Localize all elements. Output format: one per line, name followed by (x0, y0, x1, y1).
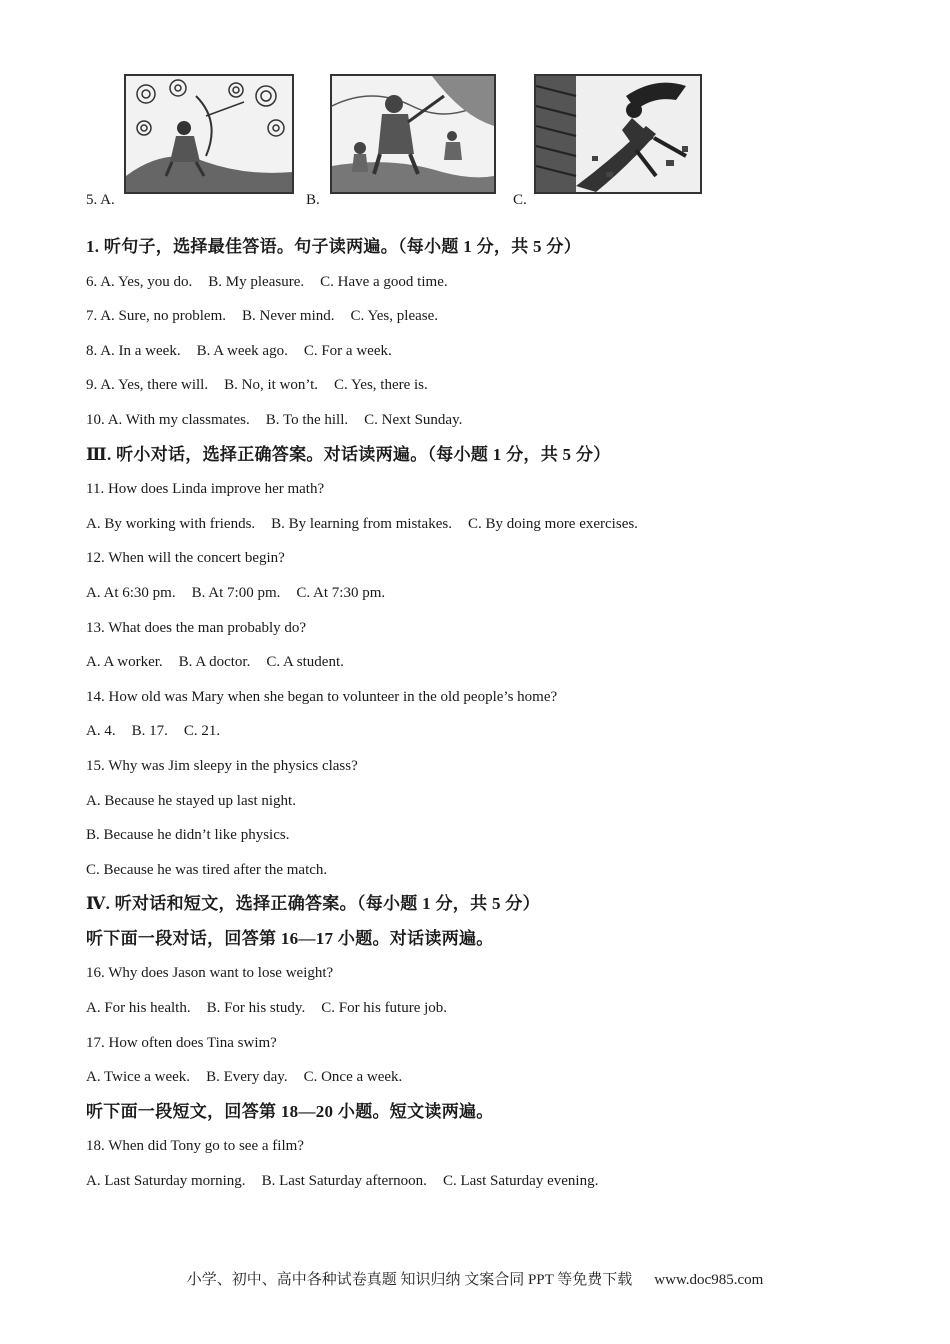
answer-option: C. For a week. (303, 342, 392, 359)
answer-option: C. Once a week. (303, 1069, 403, 1086)
question-text: 13. What does the man probably do? (86, 619, 307, 636)
answer-option: C. Yes, please. (350, 308, 439, 325)
answer-option: B. My pleasure. (208, 273, 305, 290)
question-list (86, 230, 886, 1199)
answer-option: B. By learning from mistakes. (271, 515, 452, 532)
question-number: 8. (86, 342, 98, 359)
answer-option: A. Yes, there will. (100, 377, 209, 394)
answer-options (86, 576, 886, 611)
question-text: 11. How does Linda improve her math? (86, 481, 325, 498)
question-text: 16. Why does Jason want to lose weight? (86, 965, 334, 982)
answer-option: B. 17. (131, 723, 168, 740)
answer-option: A. Twice a week. (86, 1069, 191, 1086)
question-text: 15. Why was Jim sleepy in the physics class? (86, 757, 358, 774)
answer-options (86, 507, 886, 542)
answer-option: C. Next Sunday. (364, 411, 463, 428)
answer-option: A. A worker. (86, 654, 163, 671)
answer-option: B. Last Saturday afternoon. (261, 1173, 427, 1190)
answer-option: C. Yes, there is. (334, 377, 428, 394)
question-row (86, 299, 886, 334)
farmer-picture-icon (330, 74, 496, 194)
answer-option: B. For his study. (206, 1000, 306, 1017)
question-number: 7. (86, 308, 98, 325)
answer-option: B. A week ago. (196, 342, 288, 359)
answer-option: B. At 7:00 pm. (191, 584, 281, 601)
answer-option: B. Never mind. (242, 308, 335, 325)
answer-option: A. For his health. (86, 1000, 191, 1017)
answer-option: A. 4. (86, 723, 116, 740)
question-text: C. Because he was tired after the match. (86, 861, 328, 878)
answer-option: A. In a week. (100, 342, 181, 359)
question-text: 12. When will the concert begin? (86, 550, 285, 567)
archer-picture-icon (124, 74, 294, 194)
section-heading: Ⅲ. 听小对话，选择正确答案。对话读两遍。（每小题 1 分，共 5 分） (86, 444, 611, 464)
question-5-pictures (86, 72, 726, 212)
question-row (86, 265, 886, 300)
answer-option: C. By doing more exercises. (467, 515, 638, 532)
answer-option: C. For his future job. (321, 1000, 448, 1017)
section-heading: 1. 听句子，选择最佳答语。句子读两遍。（每小题 1 分，共 5 分） (86, 237, 581, 256)
option-label: C. (513, 192, 527, 208)
question-number: 10. (86, 411, 105, 428)
question-number: 6. (86, 273, 98, 290)
section-heading: 听下面一段短文，回答第 18—20 小题。短文读两遍。 (86, 1101, 494, 1121)
answer-option: C. Last Saturday evening. (442, 1173, 599, 1190)
answer-option: A. Last Saturday morning. (86, 1173, 246, 1190)
flying-woman-picture-icon (534, 74, 702, 194)
answer-option: A. With my classmates. (107, 411, 250, 428)
question-row (86, 368, 886, 403)
footer-url: www.doc985.com (654, 1272, 764, 1288)
answer-option: A. By working with friends. (86, 515, 256, 532)
page-footer (0, 1268, 950, 1289)
question-text: 18. When did Tony go to see a film? (86, 1138, 304, 1155)
question-number: 9. (86, 377, 98, 394)
question-row (86, 403, 886, 438)
section-heading: 听下面一段对话，回答第 16—17 小题。对话读两遍。 (86, 928, 494, 948)
question-row (86, 334, 886, 369)
answer-option: C. At 7:30 pm. (296, 584, 386, 601)
answer-option: C. Have a good time. (320, 273, 448, 290)
option-label: 5. A. (86, 192, 115, 208)
answer-options (86, 714, 886, 749)
answer-options (86, 1060, 886, 1095)
question-text: A. Because he stayed up last night. (86, 792, 296, 809)
footer-text: 小学、初中、高中各种试卷真题 知识归纳 文案合同 PPT 等免费下载 (186, 1272, 633, 1288)
section-heading: Ⅳ. 听对话和短文，选择正确答案。（每小题 1 分，共 5 分） (86, 894, 540, 914)
option-label: B. (306, 192, 320, 208)
question-text: 14. How old was Mary when she began to volunteer in the old people’s home? (86, 688, 558, 705)
question-text: B. Because he didn’t like physics. (86, 827, 290, 844)
answer-option: A. Yes, you do. (100, 273, 193, 290)
answer-option: B. Every day. (206, 1069, 288, 1086)
answer-option: B. No, it won’t. (224, 377, 319, 394)
answer-option: B. A doctor. (178, 654, 251, 671)
answer-options (86, 645, 886, 680)
answer-options (86, 1164, 886, 1199)
answer-options (86, 991, 886, 1026)
answer-option: A. Sure, no problem. (100, 308, 227, 325)
answer-option: B. To the hill. (265, 411, 349, 428)
answer-option: C. A student. (266, 654, 344, 671)
answer-option: A. At 6:30 pm. (86, 584, 176, 601)
question-text: 17. How often does Tina swim? (86, 1034, 277, 1051)
answer-option: C. 21. (183, 723, 221, 740)
